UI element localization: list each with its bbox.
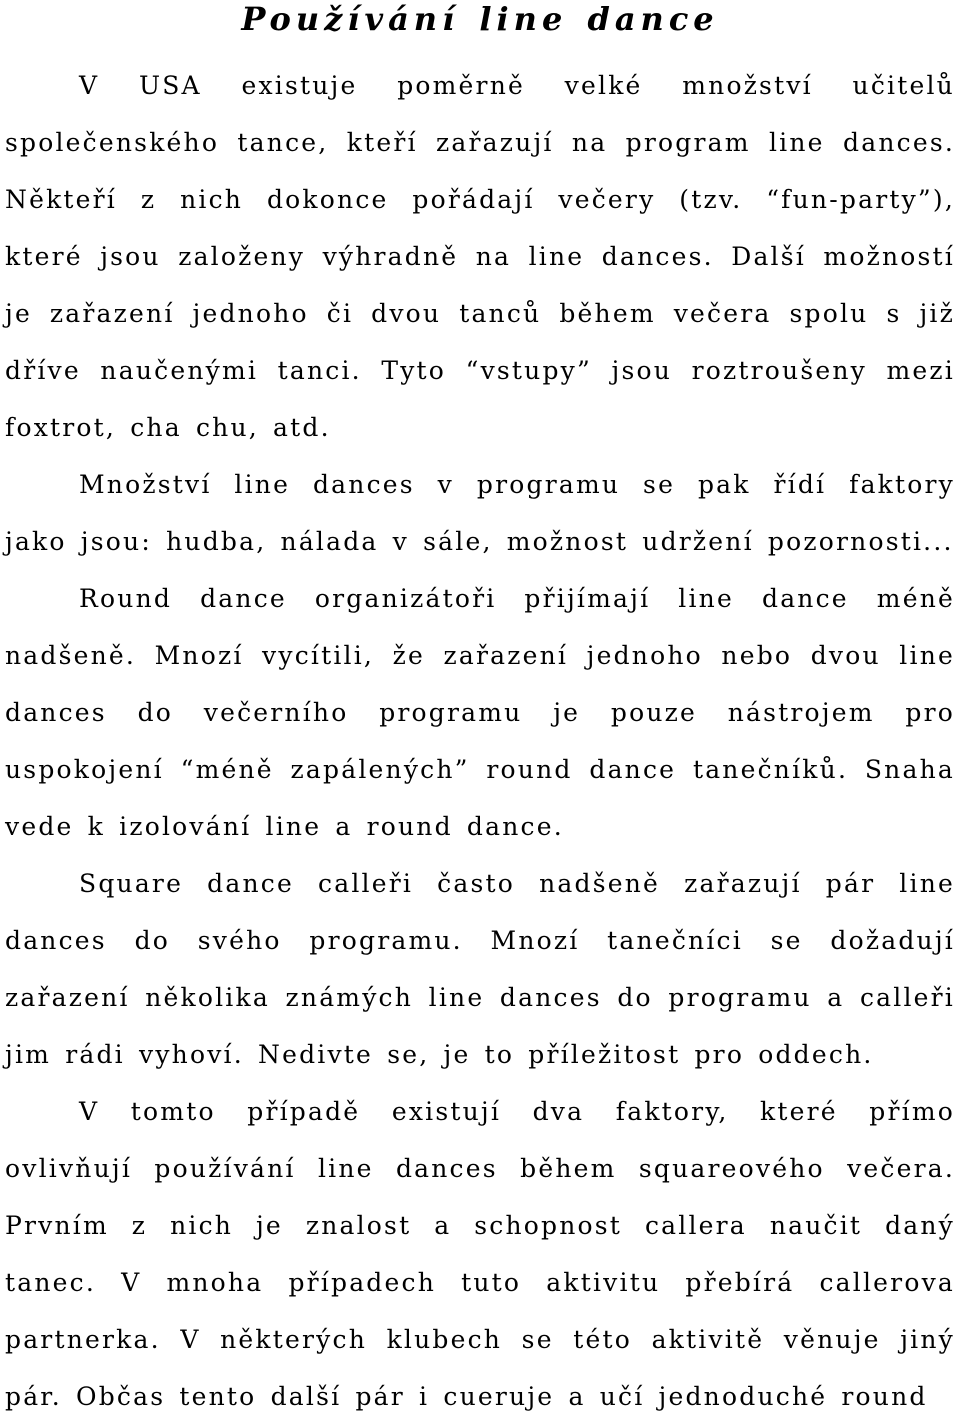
- paragraph-text: Množství line dances v programu se pak řídí faktory jako jsou: hudba, nálada v sále, možnost udržení pozornosti...: [5, 470, 955, 556]
- paragraph-square-dance: [5, 855, 955, 1083]
- paragraph-round-dance: [5, 570, 955, 855]
- paragraph-factors: [5, 1083, 955, 1425]
- paragraph-text: Square dance calleři často nadšeně zařazují pár line dances do svého programu. Mnozí tanečníci se dožadují zařazení několika známých line dances do programu a calleři jim rádi vyhoví. Nedivte se, je to příležitost pro oddech.: [5, 869, 955, 1069]
- paragraph-program-factors: [5, 456, 955, 570]
- paragraph-text: Round dance organizátoři přijímají line dance méně nadšeně. Mnozí vycítili, že zařazení jednoho nebo dvou line dances do večerního programu je pouze nástrojem pro uspokojení “méně zapálených” round dance tanečníků. Snaha vede k izolování line a round dance.: [5, 584, 955, 841]
- page-title: Používání line dance: [241, 0, 719, 38]
- document-page: [5, 0, 955, 1425]
- paragraph-intro: [5, 57, 955, 456]
- paragraph-text: V USA existuje poměrně velké množství učitelů společenského tance, kteří zařazují na program line dances. Někteří z nich dokonce pořádají večery (tzv. “fun-party”), které jsou založeny výhradně na line dances. Další možností je zařazení jednoho či dvou tanců během večera spolu s již dříve naučenými tanci. Tyto “vstupy” jsou roztroušeny mezi foxtrot, cha chu, atd.: [5, 71, 955, 442]
- paragraph-text: V tomto případě existují dva faktory, které přímo ovlivňují používání line dances během squareového večera. Prvním z nich je znalost a schopnost callera naučit daný tanec. V mnoha případech tuto aktivitu přebírá callerova partnerka. V některých klubech se této aktivitě věnuje jiný pár. Občas tento další pár i cueruje a učí jednoduché round: [5, 1097, 955, 1411]
